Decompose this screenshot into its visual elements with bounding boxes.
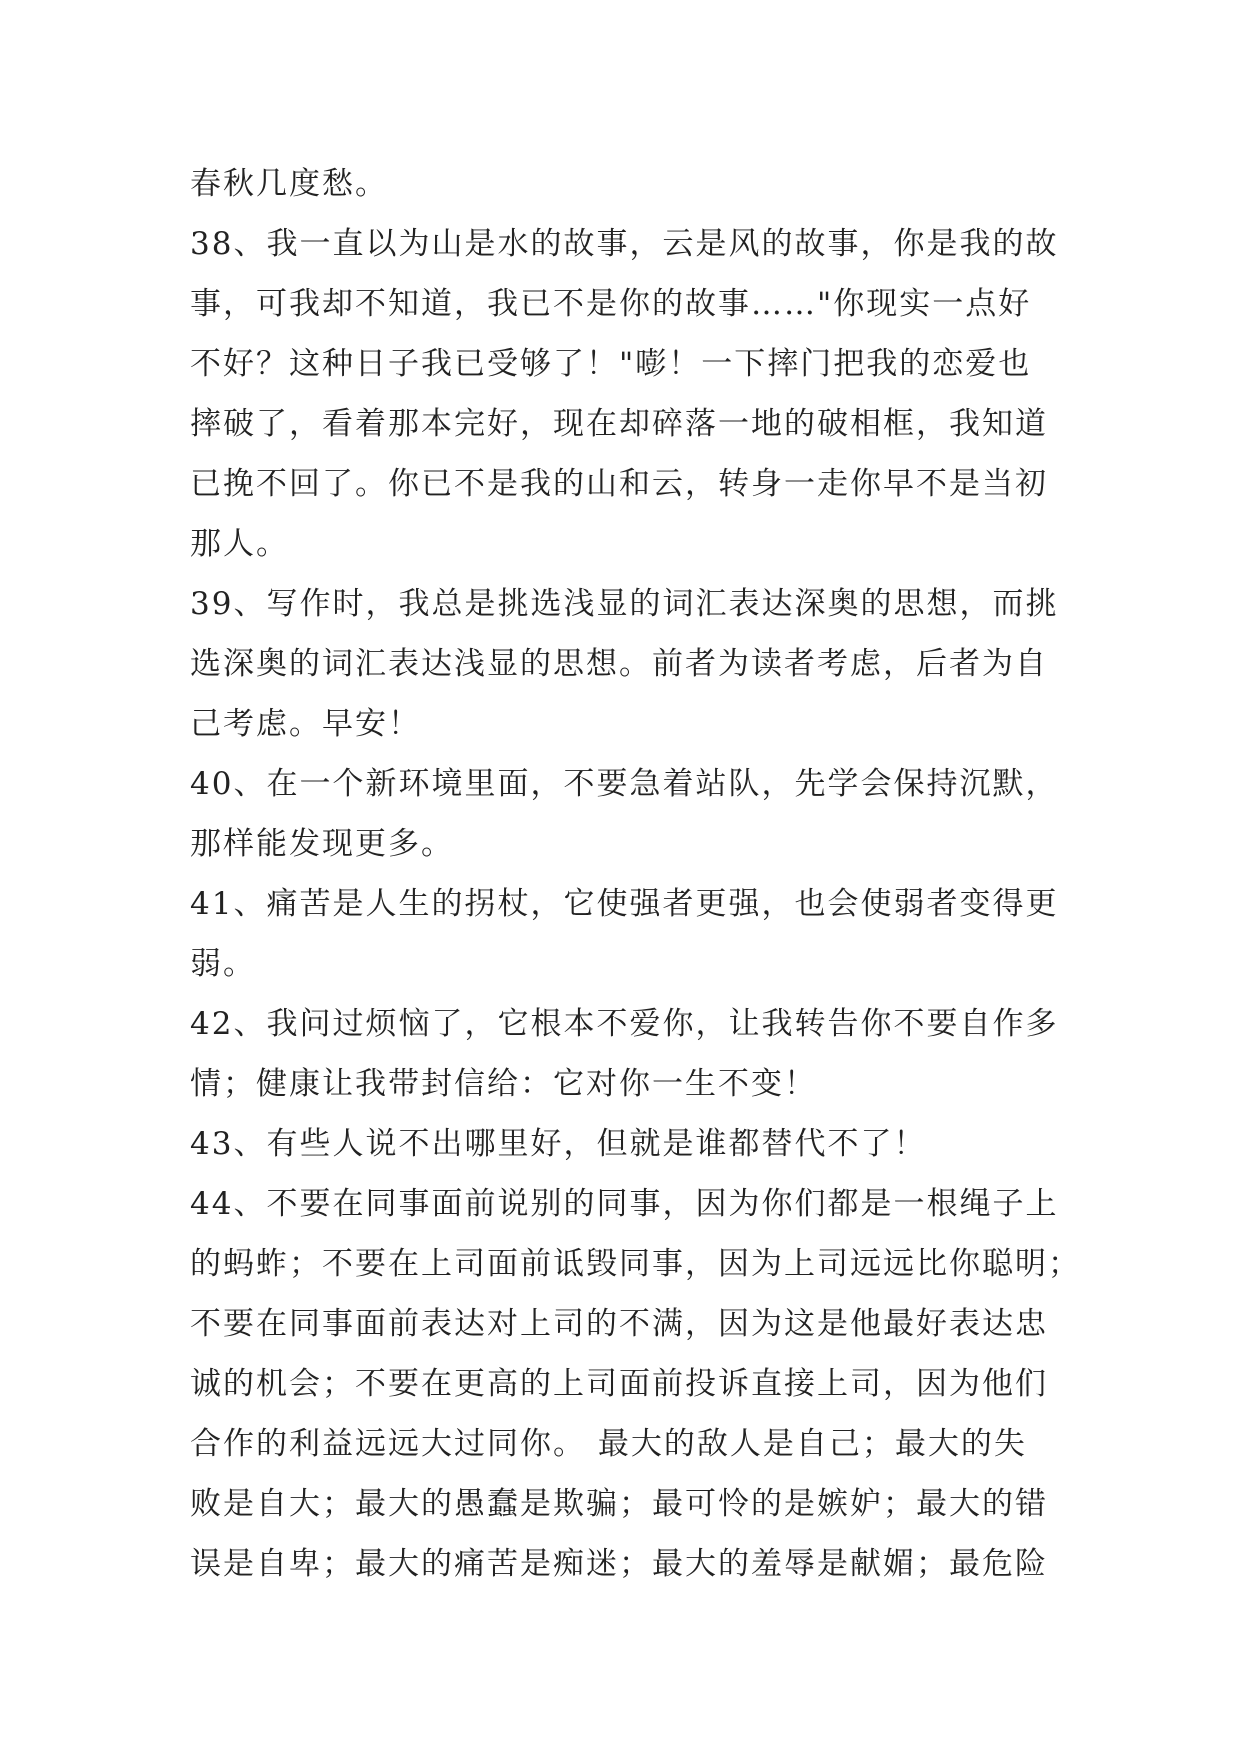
text-line: 那人。	[190, 526, 289, 562]
text-line: 42、我问过烦恼了，它根本不爱你，让我转告你不要自作多	[190, 1006, 1059, 1042]
text-line: 不要在同事面前表达对上司的不满，因为这是他最好表达忠	[190, 1306, 1048, 1342]
text-line: 的蚂蚱；不要在上司面前诋毁同事，因为上司远远比你聪明；	[190, 1246, 1081, 1282]
text-line: 39、写作时，我总是挑选浅显的词汇表达深奥的思想，而挑	[190, 586, 1059, 622]
text-line: 诚的机会；不要在更高的上司面前投诉直接上司，因为他们	[190, 1366, 1048, 1402]
text-line: 败是自大；最大的愚蠢是欺骗；最可怜的是嫉妒；最大的错	[190, 1486, 1048, 1522]
text-line: 己考虑。早安！	[190, 706, 421, 742]
text-line: 春秋几度愁。	[190, 166, 388, 202]
text-line: 弱。	[190, 946, 256, 982]
text-line: 38、我一直以为山是水的故事，云是风的故事，你是我的故	[190, 226, 1059, 262]
text-line: 误是自卑；最大的痛苦是痴迷；最大的羞辱是献媚；最危险	[190, 1546, 1048, 1582]
text-line: 43、有些人说不出哪里好，但就是谁都替代不了！	[190, 1126, 927, 1162]
text-line: 事，可我却不知道，我已不是你的故事……"你现实一点好	[190, 286, 1032, 322]
text-line: 41、痛苦是人生的拐杖，它使强者更强，也会使弱者变得更	[190, 886, 1059, 922]
text-line: 摔破了，看着那本完好，现在却碎落一地的破相框，我知道	[190, 406, 1048, 442]
document-body	[190, 154, 1081, 1594]
text-line: 44、不要在同事面前说别的同事，因为你们都是一根绳子上	[190, 1186, 1059, 1222]
text-line: 40、在一个新环境里面，不要急着站队，先学会保持沉默，	[190, 766, 1059, 802]
text-line: 已挽不回了。你已不是我的山和云，转身一走你早不是当初	[190, 466, 1048, 502]
text-line: 情；健康让我带封信给：它对你一生不变！	[190, 1066, 817, 1102]
text-line: 不好？这种日子我已受够了！"嘭！一下摔门把我的恋爱也	[190, 346, 1032, 382]
text-line: 那样能发现更多。	[190, 826, 454, 862]
text-line: 选深奥的词汇表达浅显的思想。前者为读者考虑，后者为自	[190, 646, 1048, 682]
text-line: 合作的利益远远大过同你。 最大的敌人是自己；最大的失	[190, 1426, 1027, 1462]
